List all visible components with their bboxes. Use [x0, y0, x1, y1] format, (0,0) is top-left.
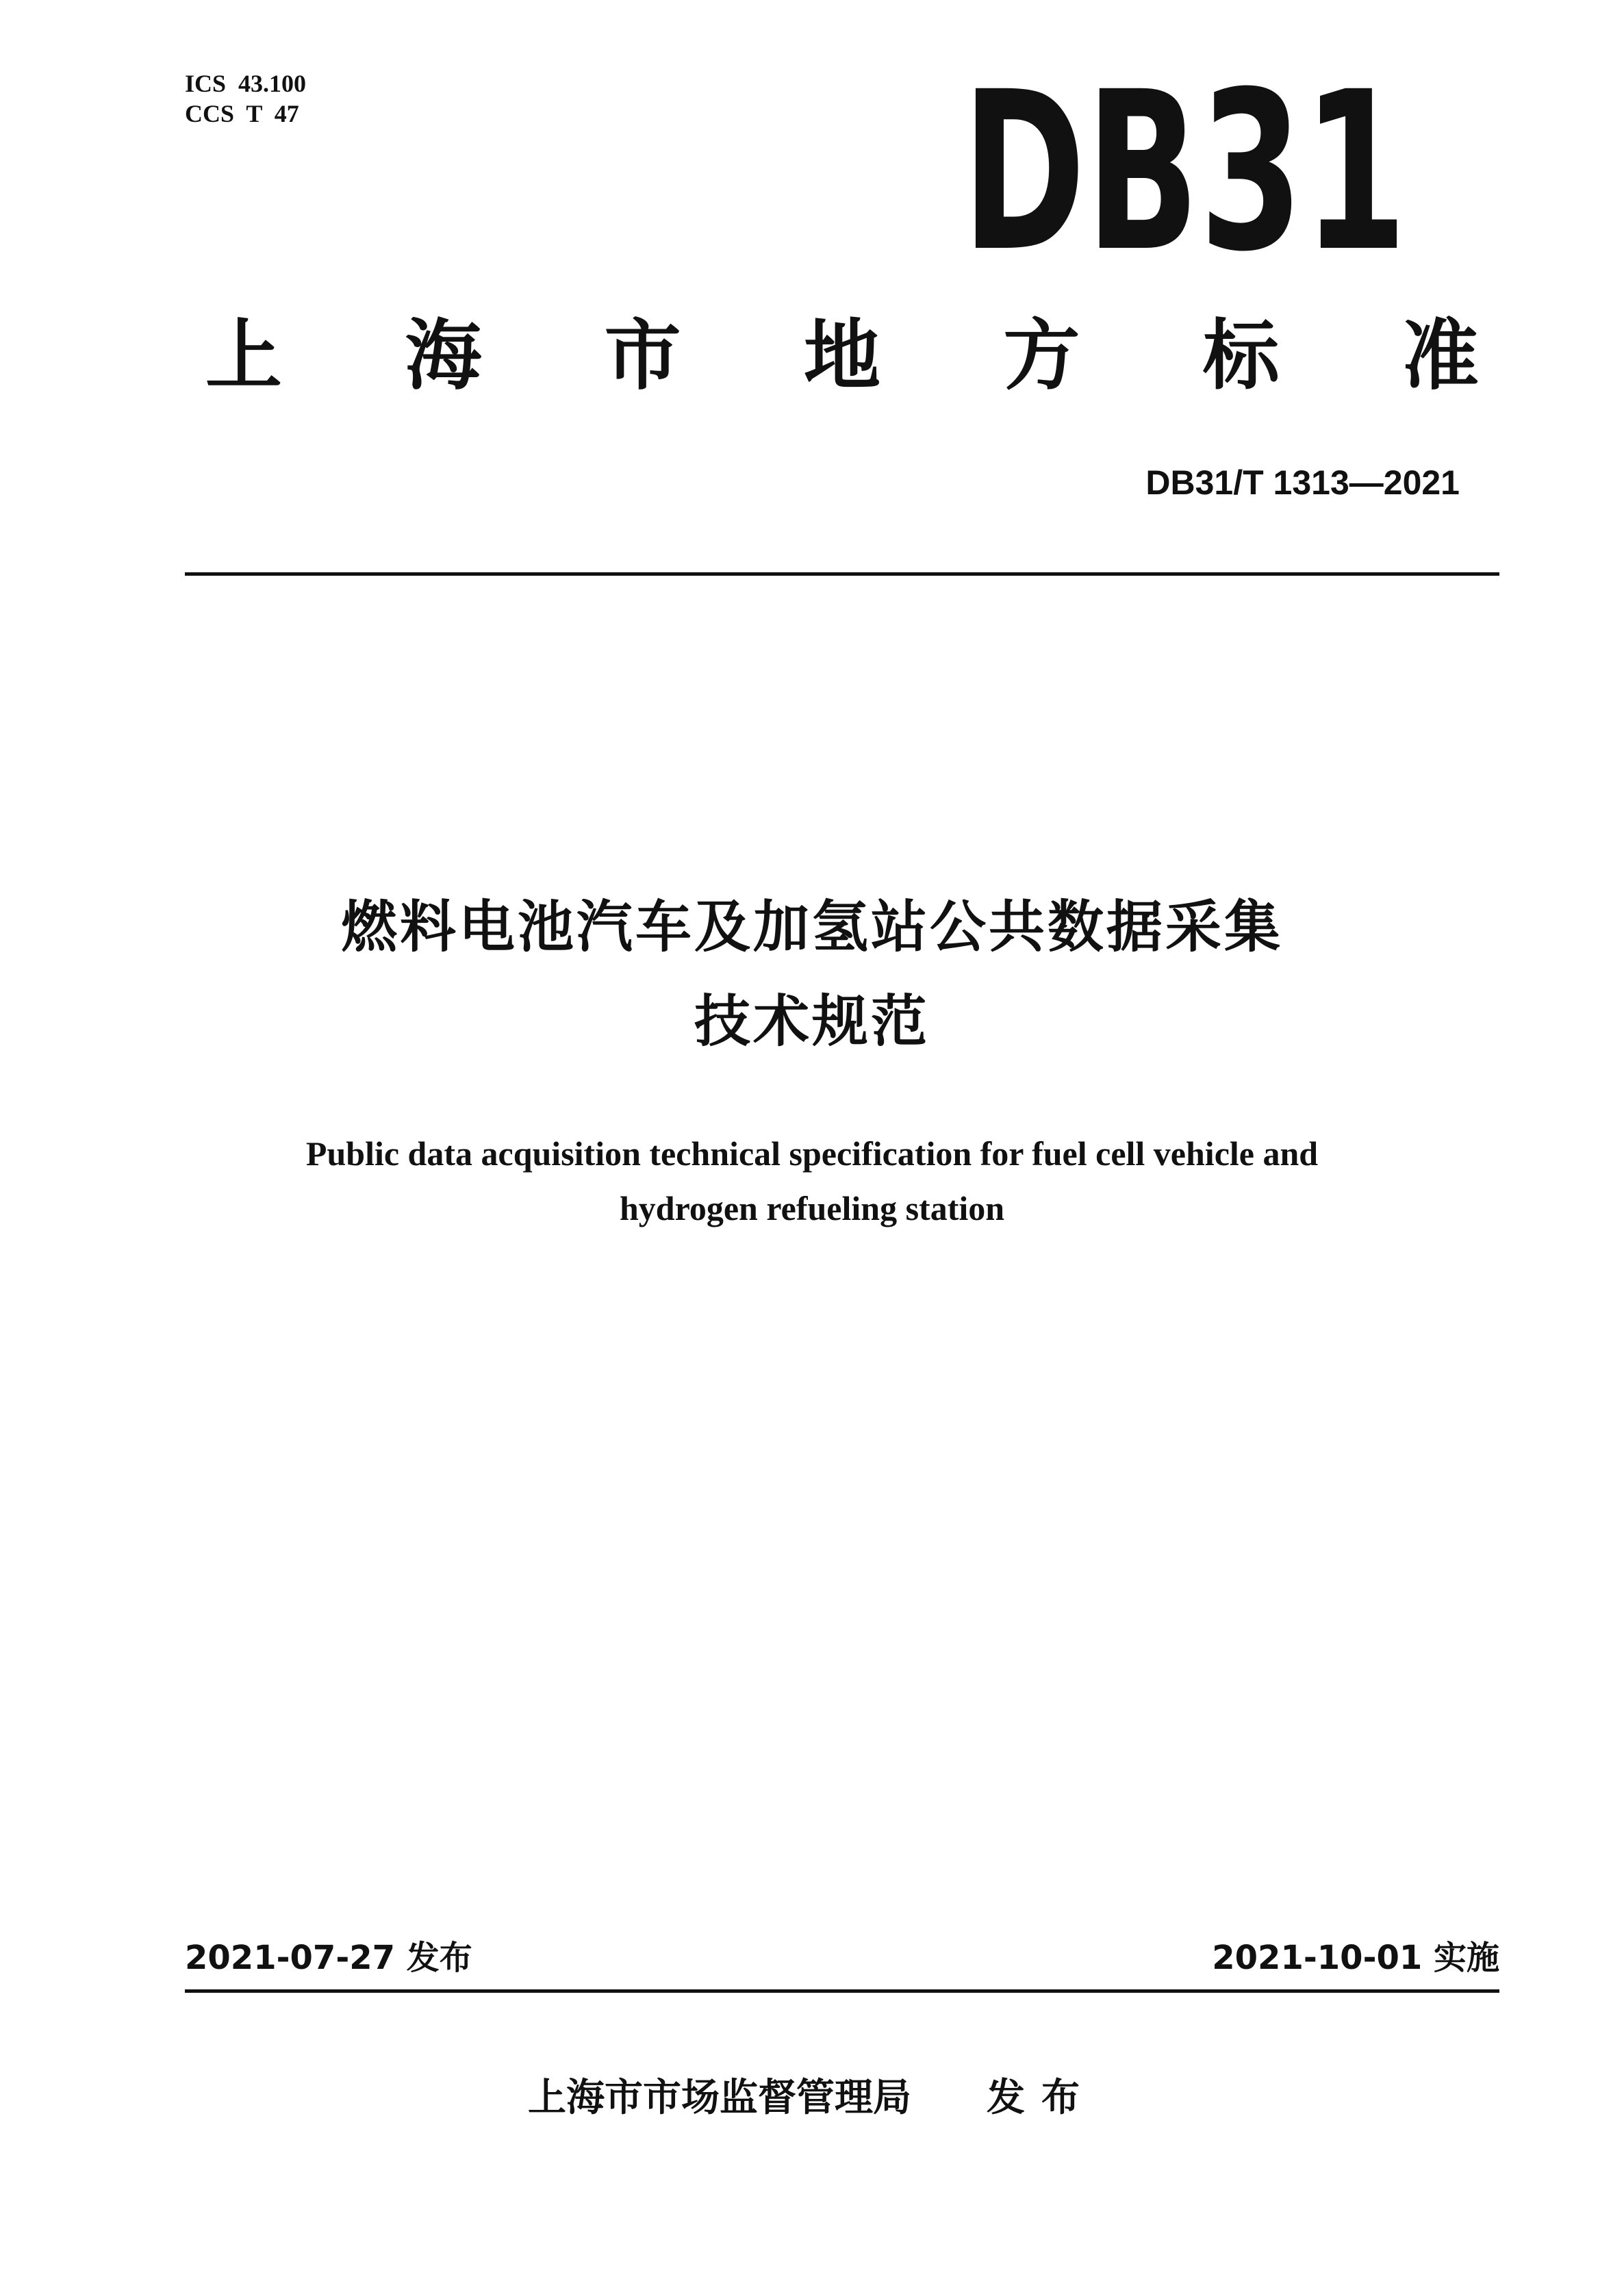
db31-logo — [959, 45, 1410, 300]
classification-codes — [185, 68, 306, 129]
db31-logo-text: DB31 — [962, 45, 1407, 300]
standard-class-char: 方 — [1003, 311, 1080, 400]
english-title-line-2: hydrogen refueling station — [619, 1189, 1005, 1227]
standard-class-char: 地 — [803, 311, 880, 400]
standard-class-char: 海 — [405, 311, 482, 400]
chinese-title-line-2: 技术规范 — [694, 989, 930, 1054]
ccs-code: CCS T 47 — [185, 100, 299, 127]
standard-class-char: 准 — [1401, 311, 1479, 400]
standard-class-char: 市 — [604, 311, 681, 400]
standard-number: DB31/T 1313—2021 — [1145, 463, 1460, 502]
implementation-date: 2021-10-01 实施 — [1212, 1939, 1499, 1977]
top-divider — [185, 572, 1499, 576]
english-title-line-1: Public data acquisition technical specification for fuel cell vehicle and — [305, 1134, 1319, 1173]
publisher-action: 发布 — [987, 2076, 1096, 2120]
issue-date: 2021-07-27 发布 — [185, 1939, 472, 1977]
bottom-divider — [185, 1989, 1499, 1993]
ics-code: ICS 43.100 — [185, 70, 307, 97]
standard-class-char: 上 — [205, 311, 282, 400]
publisher — [0, 2074, 1624, 2122]
standard-class-title — [205, 311, 1479, 400]
chinese-title-line-1: 燃料电池汽车及加氢站公共数据采集 — [340, 895, 1283, 960]
publisher-name: 上海市市场监督管理局 — [528, 2076, 911, 2120]
standard-class-char: 标 — [1202, 311, 1280, 400]
